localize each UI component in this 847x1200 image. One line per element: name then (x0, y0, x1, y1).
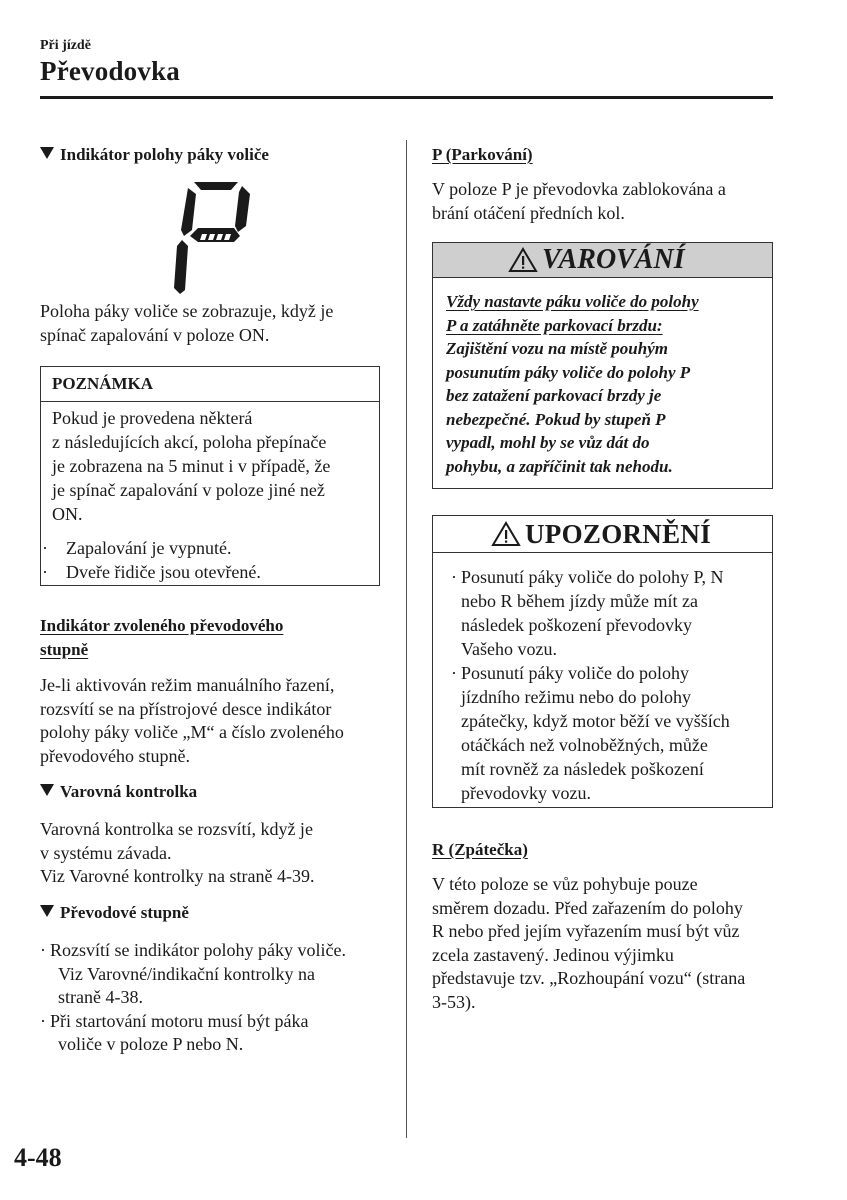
reverse-paragraph: V této poloze se vůz pohybuje pouze směrem dozadu. Před zařazením do polohy R nebo před jejím vyřazením musí být vůz zcela zastavený. Jedinou výjimku představuje tzv. „Rozhoupání vozu“ (strana 3-53). (432, 874, 746, 1012)
gears-list (40, 939, 346, 1057)
park-paragraph: V poloze P je převodovka zablokována a brání otáčení předních kol. (432, 179, 726, 223)
list-item: · Rozsvítí se indikátor polohy páky voliče. Viz Varovné/indikační kontrolky na straně 4-38. (40, 940, 346, 1007)
caution-body (433, 553, 772, 805)
warning-triangle-icon (508, 247, 538, 273)
gear-p-display-icon (168, 180, 258, 296)
caution-header (433, 516, 772, 553)
note-box (40, 366, 380, 586)
triangle-down-icon (40, 784, 54, 796)
list-item: · Posunutí páky voliče do polohy jízdního režimu nebo do polohy zpátečky, když motor běží ve vyšších otáčkách než volnoběžných, může mít rovněž za následek poškození převodovky vozu. (451, 663, 730, 803)
list-item: · Dveře řidiče jsou otevřené. (42, 562, 261, 582)
section-label: Při jízdě (40, 38, 91, 53)
page-title: Převodovka (40, 56, 180, 86)
gear-indicator-paragraph: Je-li aktivován režim manuálního řazení, rozsvítí se na přístrojové desce indikátor polohy páky voliče „M“ a číslo zvoleného převodového stupně. (40, 675, 344, 766)
warning-box (432, 242, 773, 489)
triangle-down-icon (40, 905, 54, 917)
list-item: · Posunutí páky voliče do polohy P, N nebo R během jízdy může mít za následek poškození převodovky Vašeho vozu. (451, 567, 724, 659)
warning-light-heading: Varovná kontrolka (40, 782, 197, 802)
list-item: · Při startování motoru musí být páka voliče v poloze P nebo N. (40, 1010, 309, 1054)
list-item: · Zapalování je vypnuté. (42, 538, 232, 558)
warning-title: VAROVÁNÍ (542, 244, 685, 275)
caution-title: UPOZORNĚNÍ (525, 518, 712, 549)
note-body: Pokud je provedena některá z následujících akcí, poloha přepínače je zobrazena na 5 minut i v případě, že je spínač zapalování v poloze jiné než ON. · Zapalování je vypnuté. · Dveře řidiče jsou otevřené. (41, 402, 379, 584)
reverse-heading: R (Zpátečka) (432, 840, 528, 859)
warning-header (433, 243, 772, 278)
triangle-down-icon (40, 147, 54, 159)
page-number: 4-48 (14, 1143, 62, 1172)
park-heading: P (Parkování) (432, 145, 533, 164)
caution-box (432, 515, 773, 808)
warning-light-paragraph: Varovná kontrolka se rozsvítí, když je v systému závada. Viz Varovné kontrolky na straně 4-39. (40, 819, 315, 886)
warning-triangle-icon (491, 521, 521, 547)
indicator-paragraph: Poloha páky voliče se zobrazuje, když je spínač zapalování v poloze ON. (40, 301, 334, 345)
gear-indicator-heading: Indikátor zvoleného převodového stupně (40, 616, 284, 659)
note-title: POZNÁMKA (41, 367, 379, 402)
indicator-heading: Indikátor polohy páky voliče (40, 145, 269, 165)
gears-heading: Převodové stupně (40, 903, 189, 923)
header-rule (40, 96, 773, 99)
warning-body: Vždy nastavte páku voliče do polohy P a zatáhněte parkovací brzdu: Zajištění vozu na místě pouhým posunutím páky voliče do polohy P bez zatažení parkovací brzdy je nebezpečné. Pokud by stupeň P vypadl, mohl by se vůz dát do pohybu, a zapříčinit tak nehodu. (446, 292, 699, 476)
column-divider (406, 140, 407, 1138)
